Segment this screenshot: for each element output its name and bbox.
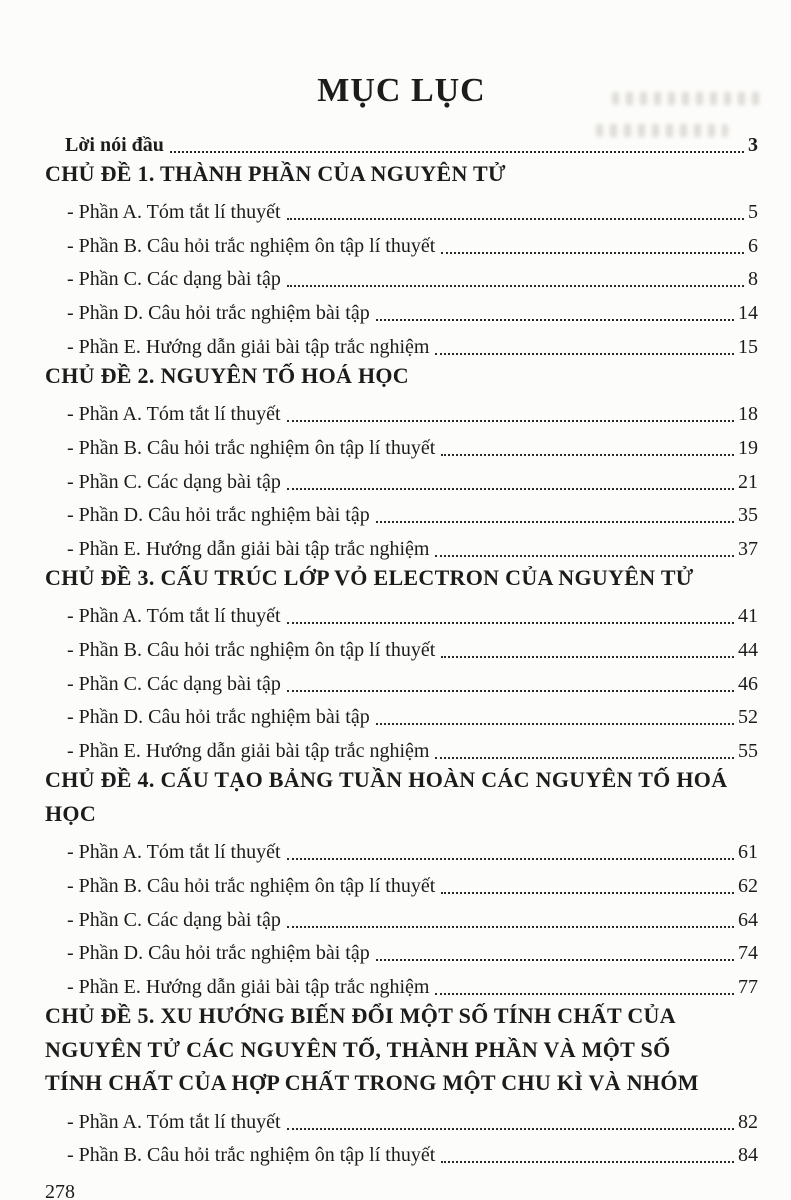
dot-leader — [287, 1128, 734, 1130]
page-number: 19 — [738, 436, 758, 459]
toc-entry — [45, 595, 758, 629]
page-number: 64 — [738, 908, 758, 931]
dot-leader — [287, 285, 744, 287]
page-number: 46 — [738, 672, 758, 695]
dot-leader — [376, 959, 734, 961]
toc-entry-label: - Phần E. Hướng dẫn giải bài tập trắc nghiệm — [67, 335, 430, 358]
dot-leader — [441, 454, 734, 456]
toc-entry-label: - Phần A. Tóm tắt lí thuyết — [67, 403, 281, 426]
page-number: 15 — [738, 335, 758, 358]
toc-entry-label: - Phần B. Câu hỏi trắc nghiệm ôn tập lí thuyết — [67, 436, 436, 459]
dot-leader — [441, 892, 734, 894]
dot-leader — [287, 622, 734, 624]
toc-entry — [45, 628, 758, 662]
page-title: MỤC LỤC — [317, 72, 486, 109]
page-number: 52 — [738, 706, 758, 729]
toc-entry-label: - Phần E. Hướng dẫn giải bài tập trắc nghiệm — [67, 537, 430, 560]
toc — [45, 0, 758, 1200]
toc-entry — [45, 460, 758, 494]
page-number: 55 — [738, 740, 758, 763]
page-number: 8 — [748, 268, 758, 291]
dot-leader — [287, 926, 734, 928]
toc-entry — [45, 932, 758, 966]
dot-leader — [376, 319, 734, 321]
toc-entry — [45, 527, 758, 561]
chapter-heading: CHỦ ĐỀ 1. THÀNH PHẦN CỦA NGUYÊN TỬ — [45, 160, 506, 186]
toc-entry — [45, 729, 758, 763]
dot-leader — [287, 858, 734, 860]
toc-entry-label: - Phần A. Tóm tắt lí thuyết — [67, 201, 281, 224]
chapter-heading: TÍNH CHẤT CỦA HỢP CHẤT TRONG MỘT CHU KÌ VÀ NHÓM — [45, 1070, 699, 1096]
dot-leader — [376, 521, 734, 523]
dot-leader — [441, 252, 744, 254]
toc-entry-label: - Phần D. Câu hỏi trắc nghiệm bài tập — [67, 706, 370, 729]
toc-entry-preface — [45, 123, 758, 157]
page-number: 77 — [738, 975, 758, 998]
toc-entry-label: - Phần B. Câu hỏi trắc nghiệm ôn tập lí thuyết — [67, 234, 436, 257]
toc-entry — [45, 426, 758, 460]
dot-leader — [435, 555, 734, 557]
page-number: 62 — [738, 874, 758, 897]
toc-entry-label: - Phần C. Các dạng bài tập — [67, 908, 281, 931]
dot-leader — [376, 723, 734, 725]
dot-leader — [435, 353, 734, 355]
folio-page-number: 278 — [45, 1181, 75, 1200]
chapter-heading: CHỦ ĐỀ 5. XU HƯỚNG BIẾN ĐỔI MỘT SỐ TÍNH CHẤT CỦA — [45, 1002, 676, 1028]
toc-entry-label: - Phần D. Câu hỏi trắc nghiệm bài tập — [67, 302, 370, 325]
page-number: 21 — [738, 470, 758, 493]
toc-entry — [45, 258, 758, 292]
toc-entry — [45, 831, 758, 865]
toc-entry — [45, 325, 758, 359]
toc-entry-label: - Phần B. Câu hỏi trắc nghiệm ôn tập lí thuyết — [67, 874, 436, 897]
dot-leader — [287, 420, 734, 422]
toc-entry — [45, 494, 758, 528]
toc-entry — [45, 898, 758, 932]
toc-entry — [45, 1134, 758, 1168]
toc-entry-label: - Phần C. Các dạng bài tập — [67, 268, 281, 291]
chapter-heading: CHỦ ĐỀ 3. CẤU TRÚC LỚP VỎ ELECTRON CỦA NGUYÊN TỬ — [45, 564, 694, 590]
page-number: 41 — [738, 605, 758, 628]
page-number: 74 — [738, 942, 758, 965]
toc-entry-label: - Phần A. Tóm tắt lí thuyết — [67, 605, 281, 628]
chapter-heading: NGUYÊN TỬ CÁC NGUYÊN TỐ, THÀNH PHẦN VÀ MỘT SỐ — [45, 1036, 671, 1062]
dot-leader — [441, 1161, 734, 1163]
dot-leader — [441, 656, 734, 658]
toc-entry-label: - Phần E. Hướng dẫn giải bài tập trắc nghiệm — [67, 975, 430, 998]
page-number: 37 — [738, 537, 758, 560]
toc-entry-label: - Phần D. Câu hỏi trắc nghiệm bài tập — [67, 504, 370, 527]
toc-entry-label: - Phần C. Các dạng bài tập — [67, 470, 281, 493]
dot-leader — [287, 488, 734, 490]
toc-entry — [45, 393, 758, 427]
chapter-heading: CHỦ ĐỀ 2. NGUYÊN TỐ HOÁ HỌC — [45, 362, 409, 388]
toc-entry — [45, 291, 758, 325]
toc-entry — [45, 965, 758, 999]
toc-entry-label: - Phần A. Tóm tắt lí thuyết — [67, 841, 281, 864]
toc-entry-label: - Phần B. Câu hỏi trắc nghiệm ôn tập lí thuyết — [67, 1144, 436, 1167]
toc-entry-label: - Phần B. Câu hỏi trắc nghiệm ôn tập lí thuyết — [67, 639, 436, 662]
page-number: 14 — [738, 302, 758, 325]
toc-entry — [45, 696, 758, 730]
page-number: 3 — [748, 133, 758, 156]
toc-entry — [45, 1100, 758, 1134]
page-number: 6 — [748, 234, 758, 257]
page-number: 5 — [748, 201, 758, 224]
toc-entry-label: - Phần C. Các dạng bài tập — [67, 672, 281, 695]
dot-leader — [435, 757, 734, 759]
page-number: 35 — [738, 504, 758, 527]
page-number: 82 — [738, 1110, 758, 1133]
dot-leader — [287, 218, 744, 220]
page-number: 44 — [738, 639, 758, 662]
toc-entry — [45, 190, 758, 224]
toc-entry-label: - Phần A. Tóm tắt lí thuyết — [67, 1110, 281, 1133]
toc-entry — [45, 224, 758, 258]
dot-leader — [287, 690, 734, 692]
page-number: 61 — [738, 841, 758, 864]
toc-entry-label: Lời nói đầu — [65, 133, 164, 156]
chapter-heading: CHỦ ĐỀ 4. CẤU TẠO BẢNG TUẦN HOÀN CÁC NGUYÊN TỐ HOÁ HỌC — [45, 767, 728, 826]
dot-leader — [435, 993, 734, 995]
toc-entry-label: - Phần E. Hướng dẫn giải bài tập trắc nghiệm — [67, 740, 430, 763]
toc-entry — [45, 864, 758, 898]
page-number: 18 — [738, 403, 758, 426]
dot-leader — [170, 151, 744, 153]
toc-entry-label: - Phần D. Câu hỏi trắc nghiệm bài tập — [67, 942, 370, 965]
toc-entry — [45, 662, 758, 696]
page-number: 84 — [738, 1144, 758, 1167]
